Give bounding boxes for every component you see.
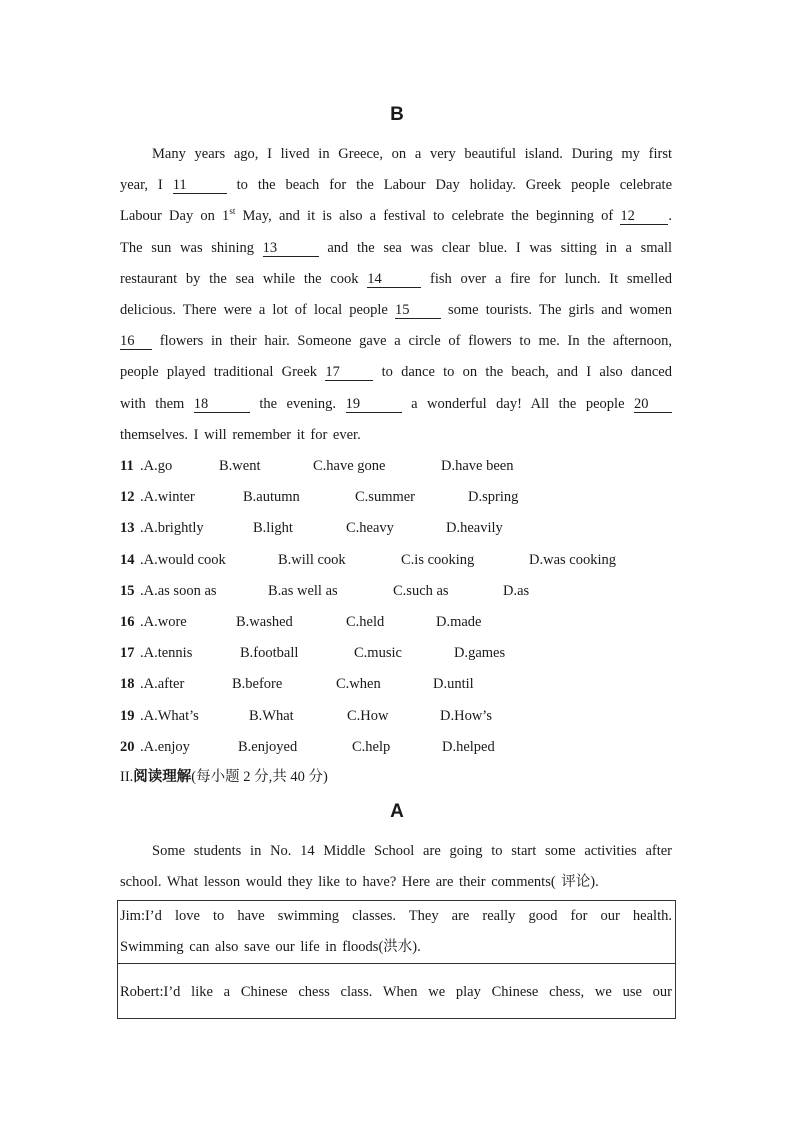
question-number: 12 <box>120 489 135 505</box>
section-title-note: (每小题 2 分,共 40 分) <box>191 769 328 785</box>
option-c: C.is cooking <box>401 552 475 568</box>
option-a: .A.would cook <box>140 552 226 568</box>
blank-12: 12 <box>620 208 668 225</box>
option-a: .A.winter <box>140 489 195 505</box>
option-b: B.before <box>232 676 283 692</box>
option-a: .A.as soon as <box>140 583 217 599</box>
comment-jim-line: Swimming can also save our life in floods(洪水). <box>120 939 421 955</box>
question-row <box>120 550 680 570</box>
passage-text: with them <box>120 396 185 412</box>
passage-line <box>120 238 672 258</box>
option-d: D.heavily <box>446 520 503 536</box>
passage-text: year, I <box>120 177 163 193</box>
question-row <box>120 456 680 476</box>
option-d: D.was cooking <box>529 552 616 568</box>
option-d: D.until <box>433 676 474 692</box>
option-b: B.will cook <box>278 552 346 568</box>
table-divider <box>117 963 676 964</box>
option-d: D.helped <box>442 739 495 755</box>
question-row <box>120 487 680 507</box>
passage-text: fish over a fire for lunch. It smelled <box>430 271 673 287</box>
option-c: C.heavy <box>346 520 394 536</box>
intro-text: Some students in No. 14 Middle School are going to start some activities after <box>152 843 672 859</box>
intro-line <box>120 872 672 892</box>
option-d: D.made <box>436 614 482 630</box>
passage-line <box>120 394 672 414</box>
passage-line <box>120 331 672 351</box>
question-number: 15 <box>120 583 135 599</box>
option-a: .A.wore <box>140 614 187 630</box>
passage-text: Labour Day on 1 <box>120 208 230 224</box>
option-b: B.went <box>219 458 261 474</box>
option-b: B.as well as <box>268 583 338 599</box>
option-c: C.such as <box>393 583 449 599</box>
option-b: B.What <box>249 708 294 724</box>
question-number: 16 <box>120 614 135 630</box>
question-number: 13 <box>120 520 135 536</box>
blank-11: 11 <box>173 177 227 194</box>
question-row <box>120 581 680 601</box>
option-a: .A.brightly <box>140 520 204 536</box>
passage-text: delicious. There were a lot of local people <box>120 302 388 318</box>
question-row <box>120 643 680 663</box>
blank-15: 15 <box>395 302 441 319</box>
option-c: C.when <box>336 676 381 692</box>
blank-19: 19 <box>346 396 402 413</box>
question-number: 19 <box>120 708 135 724</box>
passage-line <box>120 300 672 320</box>
section-b-heading: B <box>390 104 404 125</box>
question-number: 14 <box>120 552 135 568</box>
passage-text: and the sea was clear blue. I was sitting in a small <box>327 240 673 256</box>
passage-line <box>120 425 672 445</box>
option-a: .A.after <box>140 676 185 692</box>
option-c: C.How <box>347 708 389 724</box>
passage-text: flowers in their hair. Someone gave a circle of flowers to me. In the afternoon, <box>159 333 673 349</box>
option-c: C.have gone <box>313 458 386 474</box>
question-row <box>120 737 680 757</box>
passage-text: to the beach for the Labour Day holiday. Greek people celebrate <box>236 177 673 193</box>
option-c: C.help <box>352 739 391 755</box>
option-c: C.held <box>346 614 385 630</box>
blank-17: 17 <box>325 364 373 381</box>
intro-text: school. What lesson would they like to have? Here are their comments( 评论). <box>120 874 599 890</box>
option-a: .A.tennis <box>140 645 193 661</box>
option-d: D.games <box>454 645 506 661</box>
option-b: B.autumn <box>243 489 300 505</box>
blank-18: 18 <box>194 396 250 413</box>
option-a: .A.go <box>140 458 173 474</box>
passage-text: the evening. <box>259 396 337 412</box>
section-number: II. <box>120 769 134 785</box>
passage-line <box>120 269 672 289</box>
option-b: B.football <box>240 645 299 661</box>
passage-text: Many years ago, I lived in Greece, on a very beautiful island. During my first <box>152 146 672 162</box>
passage-line <box>120 144 672 164</box>
passage-text: restaurant by the sea while the cook <box>120 271 359 287</box>
blank-20: 20 <box>634 396 672 413</box>
passage-line <box>120 362 672 382</box>
option-c: C.summer <box>355 489 416 505</box>
comment-jim-line: Jim:I’d love to have swimming classes. They are really good for our health. <box>120 908 672 924</box>
passage-text: a wonderful day! All the people <box>411 396 625 412</box>
option-c: C.music <box>354 645 402 661</box>
passage-line <box>120 175 672 195</box>
option-b: B.light <box>253 520 293 536</box>
question-row <box>120 674 680 694</box>
section-two-title <box>120 767 328 787</box>
passage-line <box>120 206 672 226</box>
option-b: B.enjoyed <box>238 739 298 755</box>
option-d: D.have been <box>441 458 514 474</box>
passage-text: to dance to on the beach, and I also danced <box>381 364 672 380</box>
blank-14: 14 <box>367 271 421 288</box>
passage-text: . <box>668 208 673 224</box>
question-number: 18 <box>120 676 135 692</box>
passage-text: May, and it is also a festival to celebrate the beginning of <box>235 208 614 224</box>
question-row <box>120 706 680 726</box>
passage-text: people played traditional Greek <box>120 364 318 380</box>
option-b: B.washed <box>236 614 293 630</box>
option-d: D.How’s <box>440 708 492 724</box>
passage-text: themselves. I will remember it for ever. <box>120 427 361 443</box>
question-row <box>120 612 680 632</box>
question-number: 20 <box>120 739 135 755</box>
option-a: .A.What’s <box>140 708 199 724</box>
intro-line <box>120 841 672 861</box>
blank-16: 16 <box>120 333 152 350</box>
superscript: st <box>229 206 236 217</box>
option-d: D.as <box>503 583 530 599</box>
comment-robert-line: Robert:I’d like a Chinese chess class. When we play Chinese chess, we use our <box>120 984 672 1000</box>
blank-13: 13 <box>263 240 319 257</box>
option-a: .A.enjoy <box>140 739 190 755</box>
passage-text: some tourists. The girls and women <box>448 302 672 318</box>
section-a-heading: A <box>390 801 404 822</box>
question-row <box>120 518 680 538</box>
question-number: 17 <box>120 645 135 661</box>
section-title-bold: 阅读理解 <box>133 769 192 785</box>
question-number: 11 <box>120 458 134 474</box>
passage-text: The sun was shining <box>120 240 254 256</box>
option-d: D.spring <box>468 489 519 505</box>
